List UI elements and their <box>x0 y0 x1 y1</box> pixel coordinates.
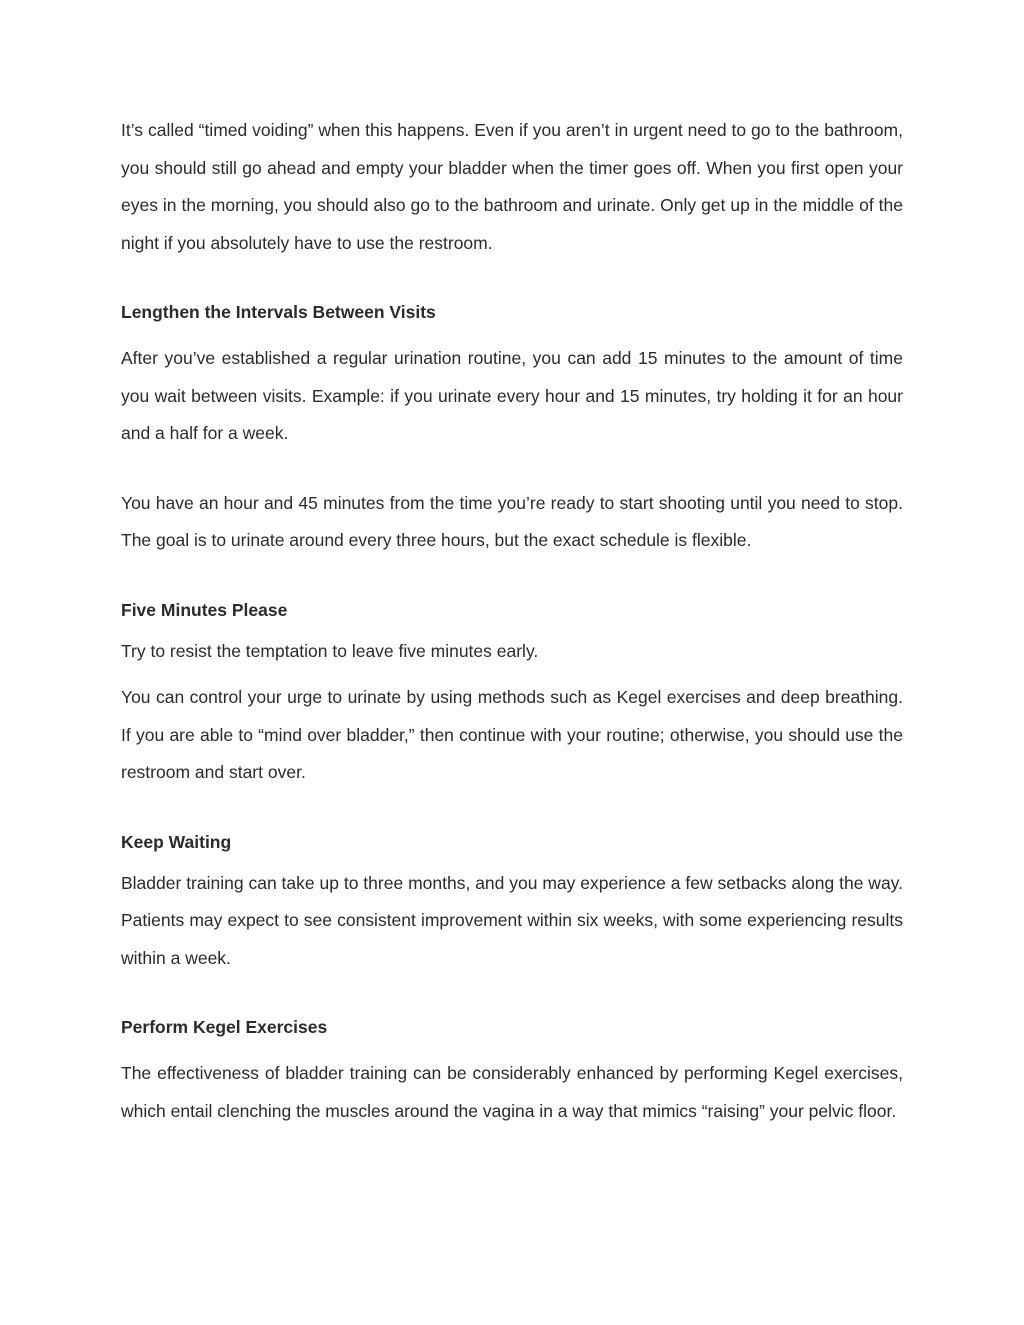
paragraph-hour-and-45: You have an hour and 45 minutes from the time you’re ready to start shooting until you need to stop. The goal is to urinate around every three hours, but the exact schedule is flexible. <box>121 492 903 550</box>
heading-five-minutes: Five Minutes Please <box>121 599 288 620</box>
paragraph-control-urge: You can control your urge to urinate by using methods such as Kegel exercises and deep breathing. If you are able to “mind over bladder,” then continue with your routine; otherwise, you should use the restroom and start over. <box>121 687 903 782</box>
paragraph-kegel-effectiveness: The effectiveness of bladder training can be considerably enhanced by performing Kegel exercises, which entail clenching the muscles around the vagina in a way that mimics “raising” your pelvic floor. <box>121 1063 903 1121</box>
document-page <box>121 112 903 1130</box>
paragraph-bladder-training-duration: Bladder training can take up to three months, and you may experience a few setbacks along the way. Patients may expect to see consistent improvement within six weeks, with some experiencing results within a week. <box>121 872 903 968</box>
paragraph-resist-temptation: Try to resist the temptation to leave five minutes early. <box>121 640 539 661</box>
paragraph-timed-voiding: It’s called “timed voiding” when this happens. Even if you aren’t in urgent need to go to the bathroom, you should still go ahead and empty your bladder when the timer goes off. When you first open your eyes in the morning, you should also go to the bathroom and urinate. Only get up in the middle of the night if you absolutely have to use the restroom. <box>121 120 903 253</box>
heading-lengthen-intervals: Lengthen the Intervals Between Visits <box>121 302 436 322</box>
heading-keep-waiting: Keep Waiting <box>121 831 232 852</box>
heading-kegel-exercises: Perform Kegel Exercises <box>121 1017 328 1037</box>
paragraph-add-15-minutes: After you’ve established a regular urination routine, you can add 15 minutes to the amount of time you wait between visits. Example: if you urinate every hour and 15 minutes, try holding it for an hour and a half for a week. <box>121 348 903 443</box>
